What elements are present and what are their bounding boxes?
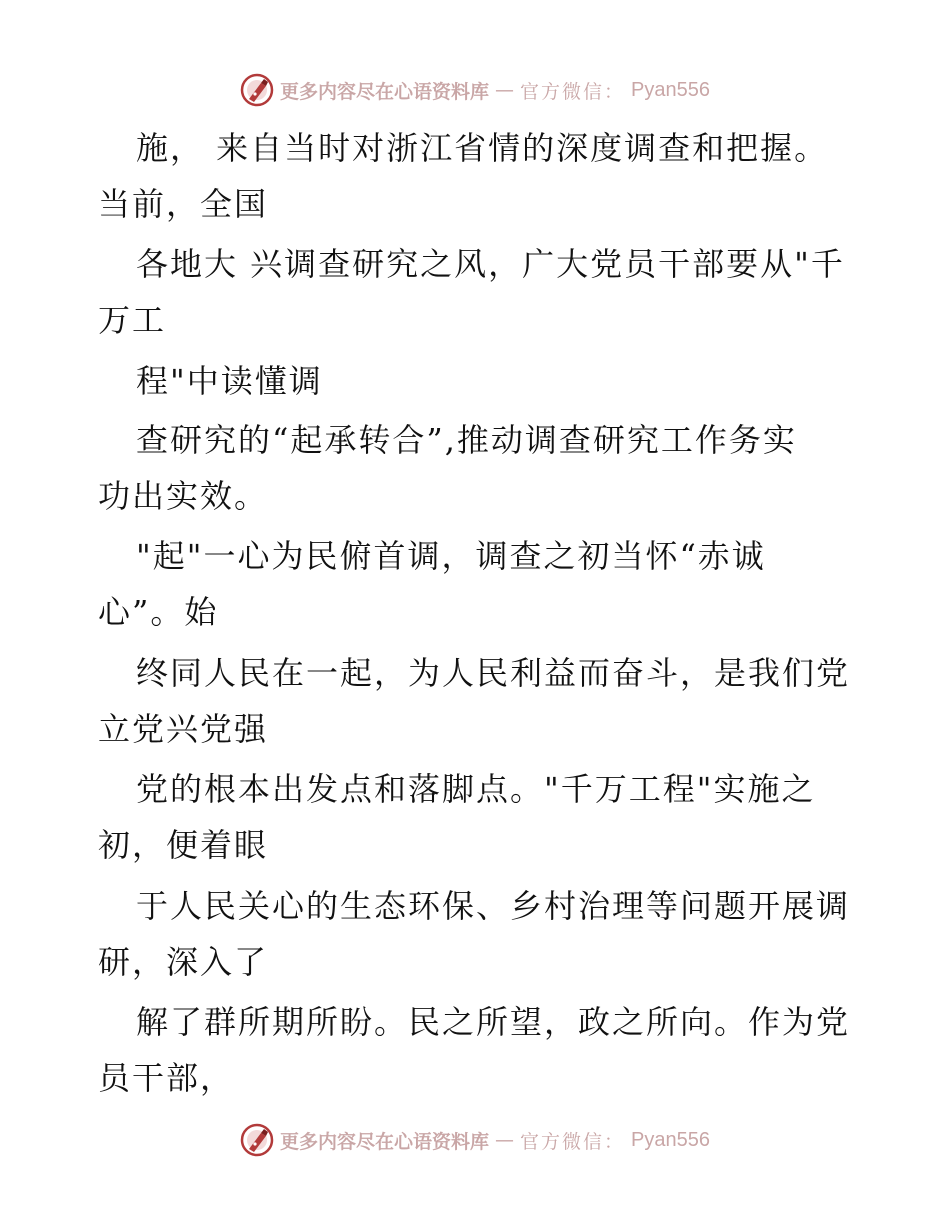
banner-dash: —: [495, 79, 515, 101]
text-line: 施， 来自当时对浙江省情的深度调查和把握。: [136, 129, 829, 167]
text-line: 党的根本出发点和落脚点。"千万工程"实施之: [136, 770, 816, 808]
text-line: 万工: [98, 301, 167, 339]
text-line: 研，深入了: [98, 943, 269, 981]
text-line: 终同人民在一起，为人民利益而奋斗，是我们党: [136, 654, 851, 692]
banner-content: [240, 1123, 710, 1157]
text-line: 解了群所期所盼。民之所望，政之所向。作为党: [136, 1003, 851, 1041]
banner-wechat-id: Pyan556: [631, 78, 710, 101]
banner-content: [240, 73, 710, 107]
pen-nib-logo-icon: [240, 73, 274, 107]
banner-dash: —: [495, 1129, 515, 1151]
text-line: 初，便着眼: [98, 826, 269, 864]
banner-wechat-label: 官方微信：: [520, 80, 626, 103]
text-line: "起"一心为民俯首调，调查之初当怀“赤诚: [136, 537, 766, 575]
text-line: 当前，全国: [98, 185, 269, 223]
text-line: 于人民关心的生态环保、乡村治理等问题开展调: [136, 887, 851, 925]
pen-nib-logo-icon: [240, 1123, 274, 1157]
banner-wechat-label: 官方微信：: [520, 1130, 626, 1153]
text-line: 功出实效。: [98, 477, 269, 515]
banner-wechat-id: Pyan556: [631, 1128, 710, 1151]
text-line: 各地大 兴调查研究之风，广大党员干部要从"千: [136, 245, 845, 283]
text-line: 程"中读懂调: [136, 362, 323, 400]
text-line: 立党兴党强: [98, 710, 269, 748]
footer-banner: [0, 1120, 950, 1160]
banner-site-text: 更多内容尽在心语资料库: [280, 1130, 490, 1153]
text-line: 员干部，: [98, 1059, 235, 1097]
text-line: 查研究的“起承转合”,推动调查研究工作务实: [136, 421, 797, 459]
text-line: 心”。始: [98, 593, 219, 631]
banner-site-text: 更多内容尽在心语资料库: [280, 80, 490, 103]
header-banner: [0, 70, 950, 110]
